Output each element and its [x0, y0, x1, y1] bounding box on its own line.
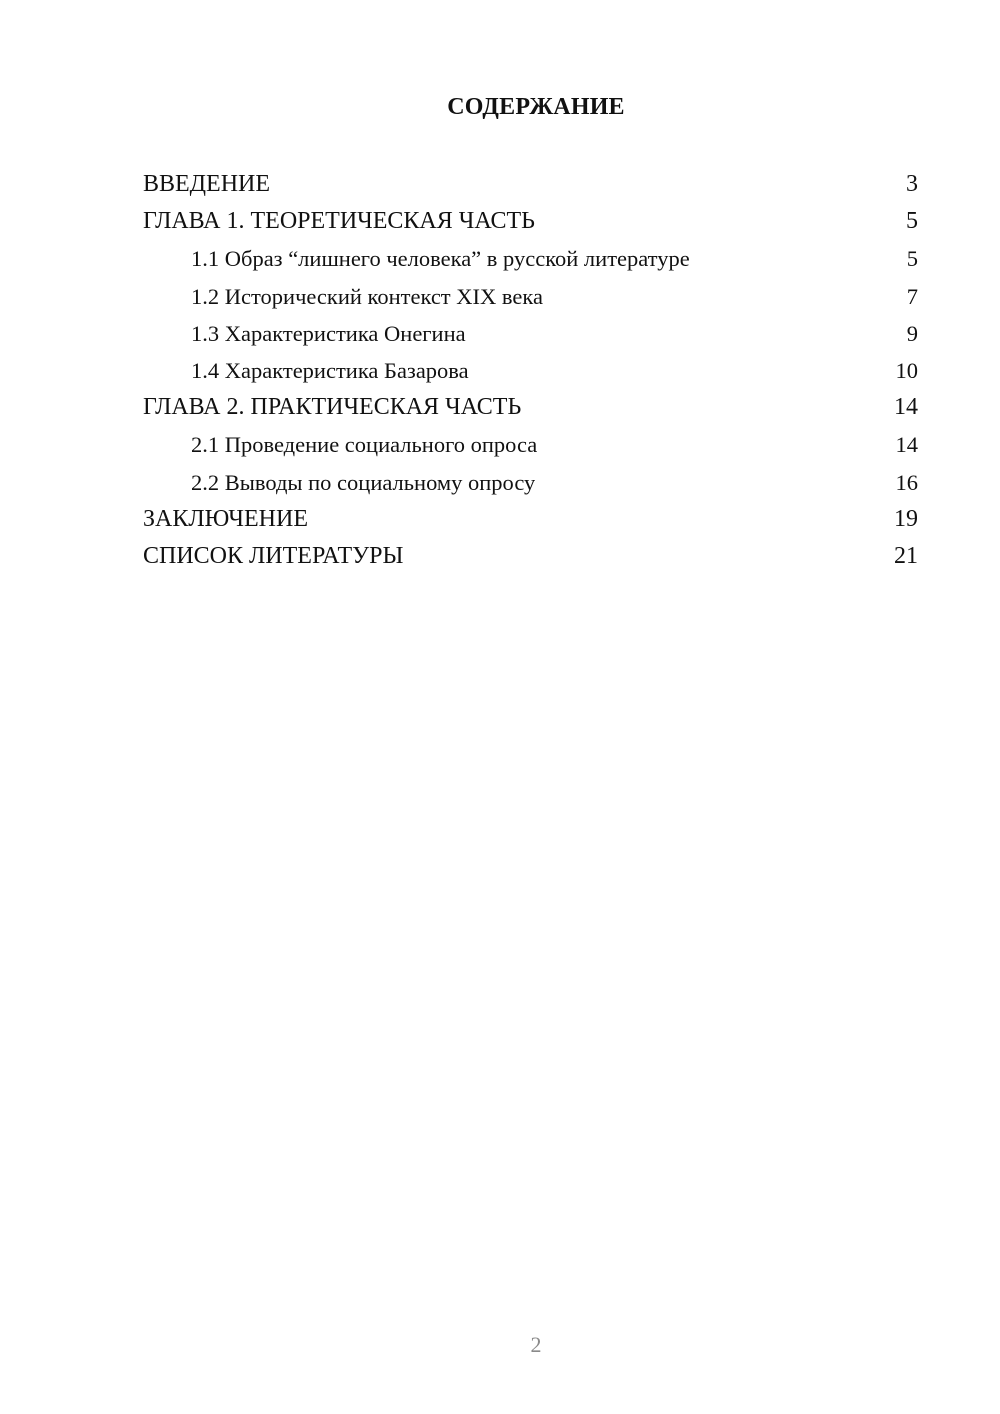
toc-item-label: СПИСОК ЛИТЕРАТУРЫ — [143, 542, 404, 569]
toc-item-label: 2.2 Выводы по социальному опросу — [191, 469, 536, 495]
toc-item-page: 3 — [906, 171, 918, 197]
toc-item-page: 7 — [906, 283, 918, 309]
toc-item-label: 1.2 Исторический контекст XIX века — [191, 283, 543, 309]
toc-item-page: 5 — [906, 246, 918, 272]
toc-item — [143, 166, 918, 203]
toc-item — [143, 426, 918, 463]
toc-item-page: 21 — [894, 542, 918, 569]
toc-item — [143, 240, 918, 277]
toc-item — [143, 501, 918, 538]
toc-item — [143, 464, 918, 501]
toc-item-page: 14 — [895, 432, 918, 458]
toc-item-page: 9 — [906, 320, 918, 346]
toc-item-label: ГЛАВА 2. ПРАКТИЧЕСКАЯ ЧАСТЬ — [143, 394, 522, 421]
toc-item — [143, 203, 918, 240]
toc-item-page: 16 — [895, 469, 918, 495]
toc-item-page: 14 — [894, 394, 918, 421]
toc-item-label: 1.1 Образ “лишнего человека” в русской литературе — [191, 246, 690, 272]
toc-item-label: ЗАКЛЮЧЕНИЕ — [143, 505, 308, 532]
toc-item-label: 1.3 Характеристика Онегина — [191, 320, 466, 346]
toc-item — [143, 278, 918, 315]
table-of-contents — [143, 166, 918, 575]
page-number: 2 — [530, 1332, 542, 1357]
toc-item — [143, 389, 918, 426]
toc-item — [143, 352, 918, 389]
toc-item-label: 1.4 Характеристика Базарова — [191, 357, 469, 383]
toc-item-page: 5 — [906, 208, 918, 235]
toc-item-page: 10 — [895, 357, 918, 383]
toc-item — [143, 315, 918, 352]
toc-item-label: ВВЕДЕНИЕ — [143, 171, 271, 197]
page-title: СОДЕРЖАНИЕ — [447, 94, 625, 120]
toc-item-label: 2.1 Проведение социального опроса — [191, 432, 538, 458]
toc-item — [143, 538, 918, 575]
toc-item-label: ГЛАВА 1. ТЕОРЕТИЧЕСКАЯ ЧАСТЬ — [143, 208, 535, 235]
toc-item-page: 19 — [894, 505, 918, 532]
